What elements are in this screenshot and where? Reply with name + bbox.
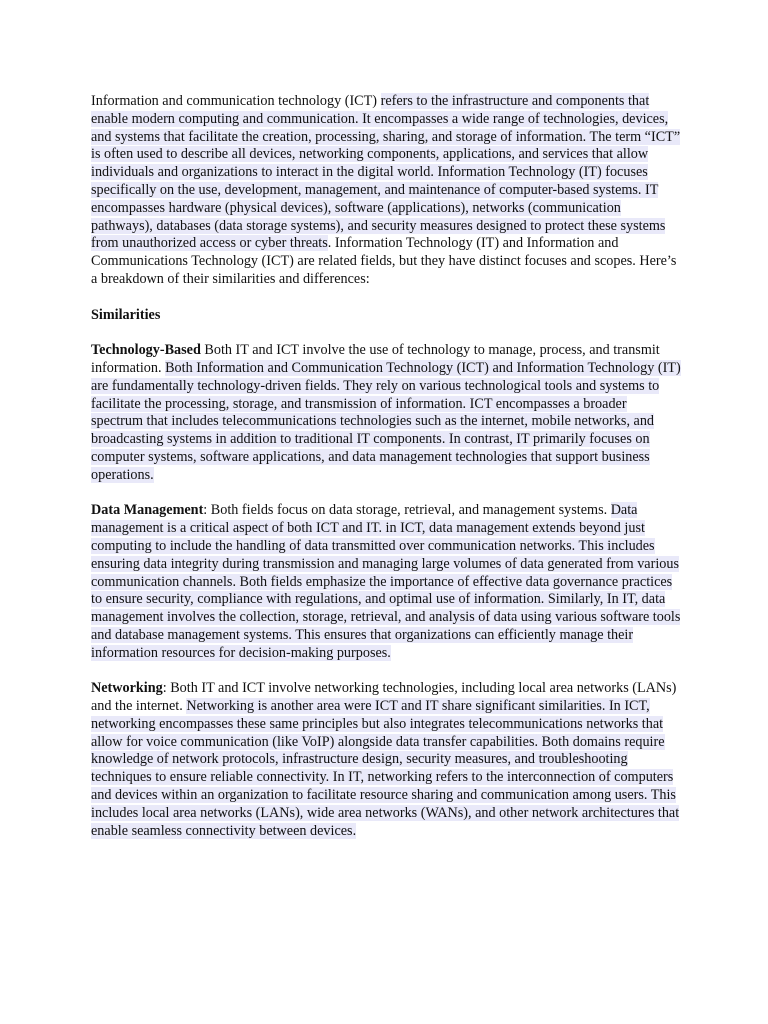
section-highlighted-text: Networking is another area were ICT and IT share significant similarities. In ICT, networking encompasses these same principles but also integrates telecommunications networks that allow for voice communication (like VoIP) alongside data transfer capabilities. Both domains require knowledge of network protocols, infrastructure design, security measures, and troubleshooting techniques to ensure reliable connectivity. In IT, networking refers to the interconnection of computers and devices within an organization to facilitate resource sharing and communication among users. This includes local area networks (LANs), wide area networks (WANs), and other network architectures that enable seamless connectivity between devices. xyxy=(91,698,680,839)
section-plain-text: : Both fields focus on data storage, retrieval, and management systems. xyxy=(203,502,611,519)
intro-paragraph xyxy=(91,93,681,289)
section-data-management xyxy=(91,502,681,662)
section-highlighted-text: Data management is a critical aspect of both ICT and IT. in ICT, data management extends beyond just computing to include the handling of data transmitted over communication networks. This includes ensuring data integrity during transmission and managing large volumes of data generated from various communication channels. Both fields emphasize the importance of effective data governance practices to ensure security, compliance with regulations, and optimal use of information. Similarly, In IT, data management involves the collection, storage, retrieval, and analysis of data using various software tools and database management systems. This ensures that organizations can efficiently manage their information resources for decision-making purposes. xyxy=(91,502,681,661)
section-networking xyxy=(91,680,681,840)
section-technology-based xyxy=(91,342,681,484)
section-plain-text: : Both IT and ICT involve networking technologies, including local area networks (LANs) and the internet. xyxy=(91,680,677,715)
intro-tail-text: . Information Technology (IT) and Information and Communications Technology (ICT) are related fields, but they have distinct focuses and scopes. Here’s a breakdown of their similarities and differences: xyxy=(91,235,677,287)
document-page xyxy=(91,93,681,858)
section-lead-technology-based: Technology-Based xyxy=(91,342,201,359)
intro-highlighted-text: refers to the infrastructure and components that enable modern computing and communication. It encompasses a wide range of technologies, devices, and systems that facilitate the creation, processing, sharing, and storage of information. The term “ICT” is often used to describe all devices, networking components, applications, and services that allow individuals and organizations to interact in the digital world. Information Technology (IT) focuses specifically on the use, development, management, and maintenance of computer-based systems. IT encompasses hardware (physical devices), software (applications), networks (communication pathways), databases (data storage systems), and security measures designed to protect these systems from unauthorized access or cyber threats xyxy=(91,93,681,252)
section-highlighted-text: Both Information and Communication Technology (ICT) and Information Technology (IT) are fundamentally technology-driven fields. They rely on various technological tools and systems to facilitate the processing, storage, and transmission of information. ICT encompasses a broader spectrum that includes telecommunications technologies such as the internet, mobile networks, and broadcasting systems in addition to traditional IT components. In contrast, IT primarily focuses on computer systems, software applications, and data management technologies that support business operations. xyxy=(91,359,681,483)
similarities-heading: Similarities xyxy=(91,306,161,323)
section-lead-data-management: Data Management xyxy=(91,502,204,519)
intro-plain-text: Information and communication technology (ICT) xyxy=(91,93,381,109)
section-lead-networking: Networking xyxy=(91,680,163,697)
section-plain-text: Both IT and ICT involve the use of technology to manage, process, and transmit information. xyxy=(91,342,660,376)
